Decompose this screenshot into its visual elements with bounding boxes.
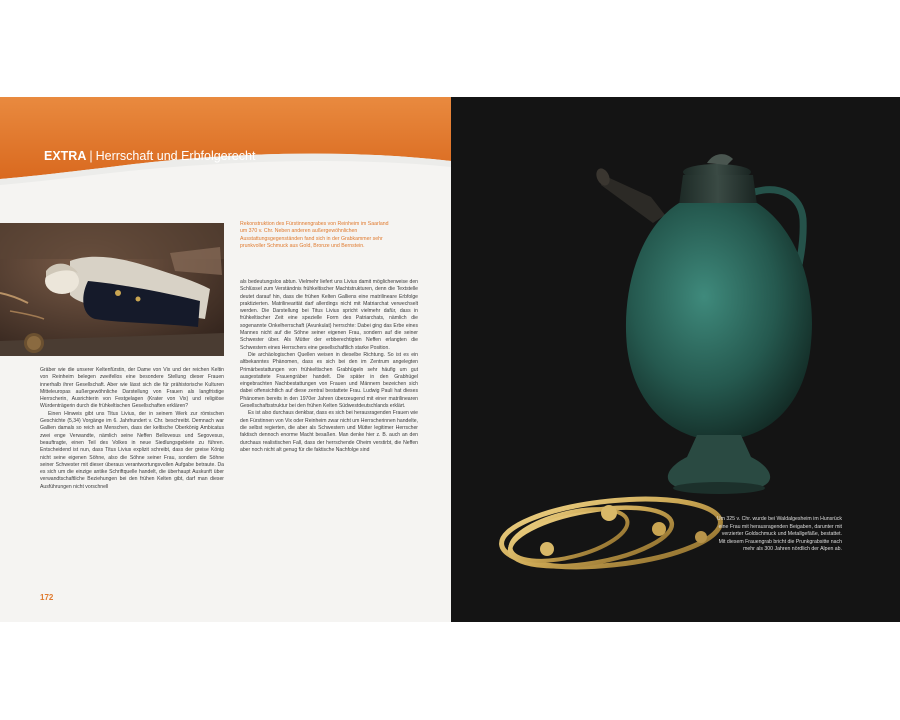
paragraph: Es ist also durchaus denkbar, dass es sich bei herausragenden Frauen wie den Fürstinnen von Vix oder Reinheim zwar nicht um Herrscherinnen handelte, die selbst regierten, die aber als Schwestern und Mütter legitimer Herrscher faktisch dennoch enorme Macht besaßen. Man denke hier z. B. auch an den durchaus realistischen Fall, dass der herrschende Oheim verstirbt, die Neffen aber noch nicht alt genug für die faktische Nachfolge sind bbox=[240, 410, 418, 453]
text-column-1 bbox=[40, 367, 224, 491]
heading-title: Herrschaft und Erbfolgerecht bbox=[95, 149, 256, 163]
section-heading bbox=[44, 149, 255, 163]
paragraph: Einen Hinweis gibt uns Titus Livius, der in seinem Werk zur römischen Geschichte (5,34) Vorgänge im 6. Jahrhundert v. Chr. beschreibt. Demnach war Gallien damals so reich an Menschen, dass der keltische Oberkönig Ambicatus zwei enge Verwandte, nämlich seine Neffen Bellovesus und Segovesus, beauftragte, einen Teil des Volkes in neue Siedlungsgebiete zu führen. Entscheidend ist nun, dass Titus Livius explizit schreibt, dass der greise König nicht seine eigenen Söhne, also die Söhne seiner Frau, sondern die Söhne seiner Schwester mit dieser überaus verantwortungsvollen Aufgabe betraute. Da es sich um die einzige antike Schriftquelle handelt, die überhaupt Auskunft über verwandtschaftliche Beziehungen bei den frühen Kelten gibt, darf man dieser Ausführungen nicht vorschnell bbox=[40, 410, 224, 490]
paragraph: Die archäologischen Quellen weisen in dieselbe Richtung. So ist es ein altbekanntes Phänomen, dass es sich bei den im Zentrum angelegten Primärbestattungen von frühkeltischen Grabhügeln sehr häufig um gut ausgestattete Frauengräber handelt. Die später in den Grabhügel eingebrachten Nachbestattungen von Frauen und Männern bezeichen sich dabei offensichtlich auf diese zentral bestattete Frau. Ludwig Pauli hat dieses Phänomen bereits in den 1970er Jahren überzeugend mit einer matrilinearen Gesellschaftsstruktur bei den frühen Kelten Südwestdeutschlands erklärt. bbox=[240, 351, 418, 410]
photo-caption-left: Rekonstruktion des Fürstinnengrabes von Reinheim im Saarland um 370 v. Chr. Neben anderen außergewöhnlichen Ausstattungsgegenständen fand sich in der Grabkammer sehr prunkvoller Schmuck aus Gold, Bronze und Bernstein. bbox=[240, 221, 389, 250]
bronze-jug bbox=[626, 203, 812, 437]
text-column-2 bbox=[240, 279, 418, 454]
left-page bbox=[0, 97, 451, 622]
page-number: 172 bbox=[40, 593, 54, 602]
burial-reconstruction-photo bbox=[0, 223, 224, 356]
photo-caption-right: Um 325 v. Chr. wurde bei Waldalgesheim im Hunsrück eine Frau mit herausragenden Beigaben, darunter mit verzierter Goldschmuck und Metallgefäße, bestattet. Mit diesem Frauengrab bricht die Prunkgrabsitte nach mehr als 300 Jahren nördlich der Alpen ab. bbox=[716, 516, 842, 553]
paragraph: Gräber wie die unserer Keltenfürstin, der Dame von Vix und der reichen Keltin von Reinheim belegen zweifellos eine besondere Stellung dieser Frauen innerhalb ihrer Gesellschaft. Aber wie lässt sich die für prähistorische Kulturen Mitteleuropas außergewöhnliche Darstellung von Frauen als langfristige Herrscherin, Ausrichterin von Festgelagen (Krater von Vix) und religiöse Würdenträgerin durch die frühkeltischen Gesellschaften erklären? bbox=[40, 367, 224, 410]
heading-separator: | bbox=[89, 149, 93, 163]
paragraph: als bedeutungslos abtun. Vielmehr liefert uns Livius damit möglicherweise den Schlüssel zum Verständnis frühkeltischer Machtstrukturen, denn die Textstelle deutet darauf hin, dass die frühen Kelten Galliens eine matrilineare Erbfolge praktizierten. Matrilinearität darf allerdings nicht mit Matriarchat verwechselt werden. Die Darstellung bei Titus Livius spricht vielmehr dafür, dass in frühkeltischer Zeit eine spezielle Form des Patriarchats, nämlich die sogenannte Onkelherrschaft (Avunkulat) herrschte: Dabei ging das Erbe eines Mannes nicht auf die Söhne seiner eigenen Frau, sondern auf die seiner Schwester über. Als Mütter der erbberechtigten Neffen erlangten die Schwestern eines Herrschers eine gesellschaftlich starke Position. bbox=[240, 279, 418, 351]
extra-label: EXTRA bbox=[44, 149, 87, 163]
header-band bbox=[0, 97, 451, 197]
